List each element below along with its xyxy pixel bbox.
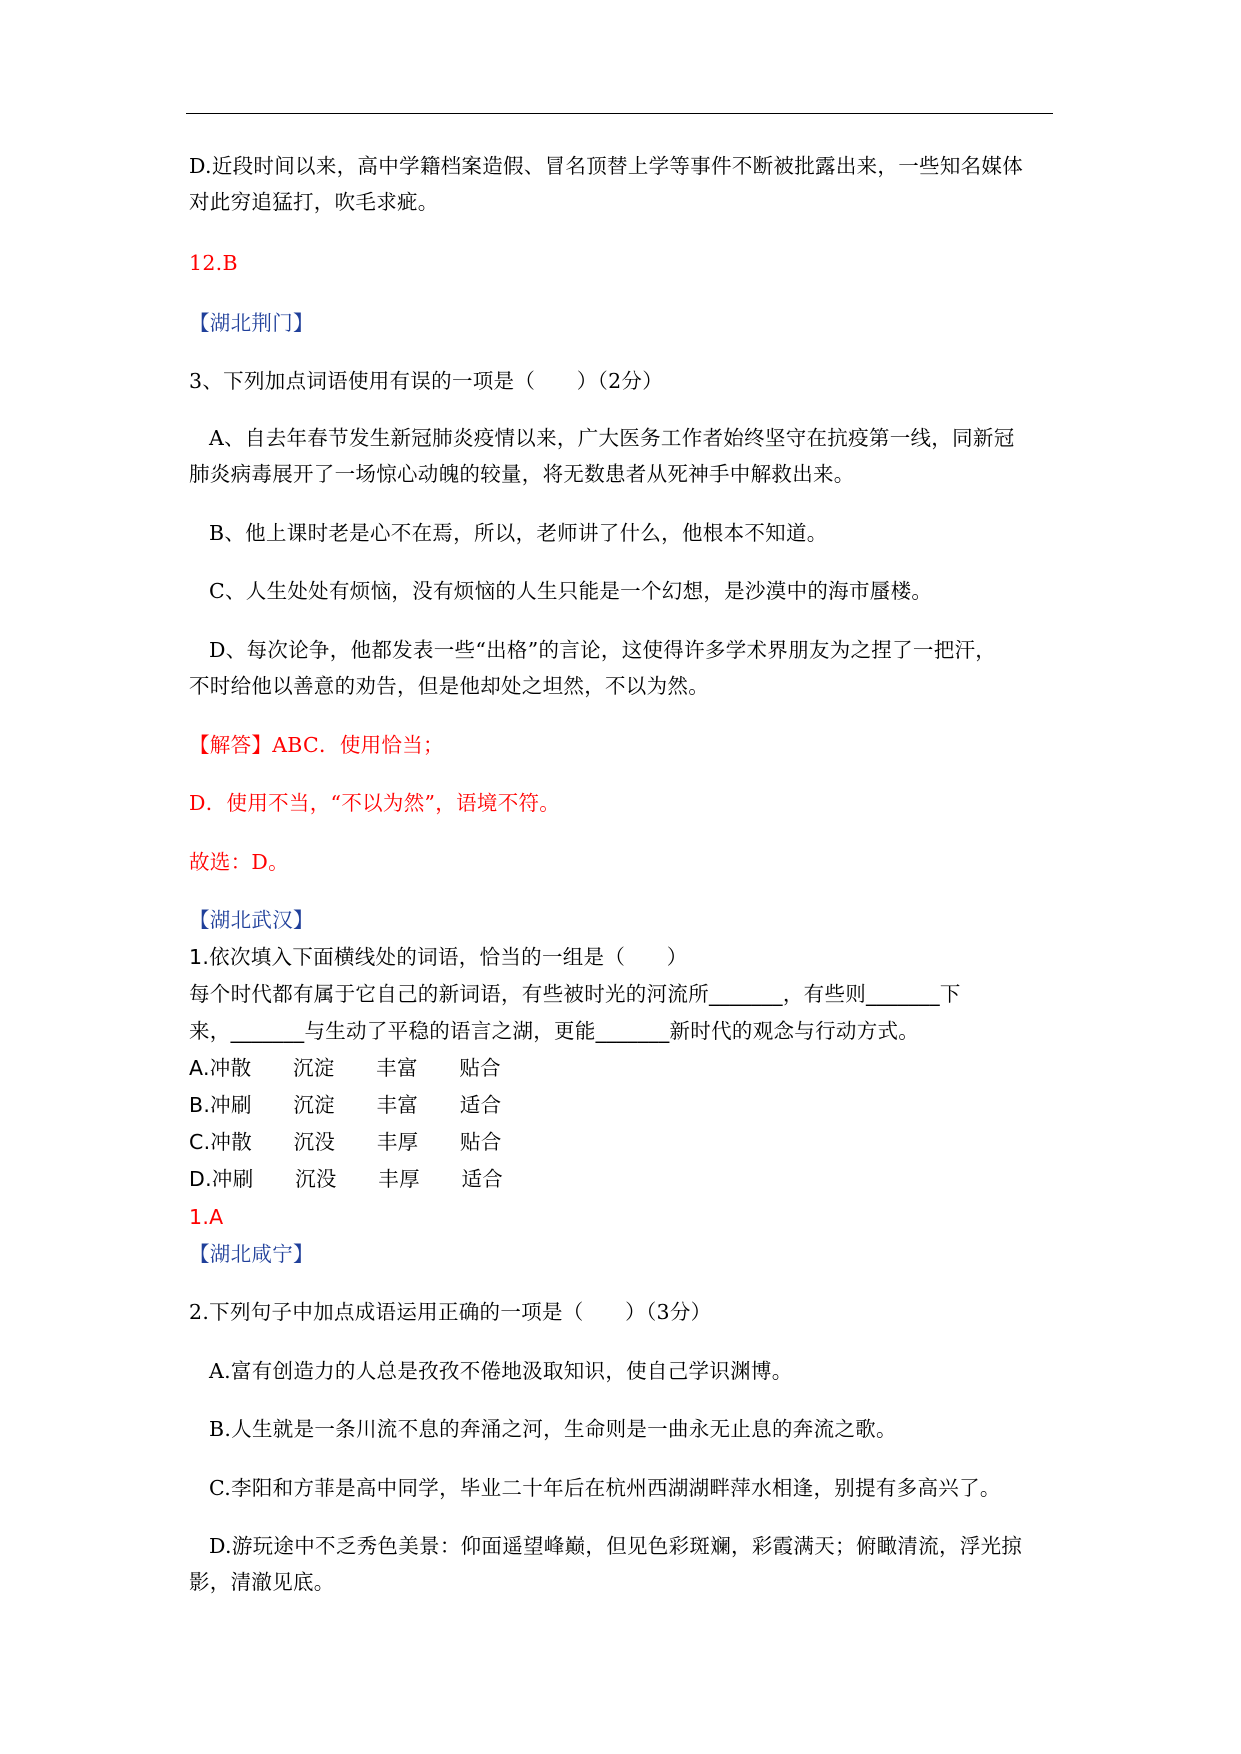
q2-option-b: B.人生就是一条川流不息的奔涌之河，生命则是一曲永无止息的奔流之歌。 xyxy=(209,1417,897,1441)
q3-option-c: C、人生处处有烦恼，没有烦恼的人生只能是一个幻想，是沙漠中的海市蜃楼。 xyxy=(209,579,933,603)
q2-option-d-line1: D.游玩途中不乏秀色美景：仰面遥望峰巅，但见色彩斑斓，彩霞满天；俯瞰清流，浮光掠 xyxy=(209,1534,1023,1558)
q3-option-d-line2: 不时给他以善意的劝告，但是他却处之坦然，不以为然。 xyxy=(189,674,709,698)
region-heading-jingmen: 【湖北荆门】 xyxy=(189,311,314,335)
q3-option-b: B、他上课时老是心不在焉，所以，老师讲了什么，他根本不知道。 xyxy=(209,521,828,545)
q1-option-d: D.冲刷 沉没 丰厚 适合 xyxy=(189,1167,504,1191)
q1-option-c: C.冲散 沉没 丰厚 贴合 xyxy=(189,1130,502,1154)
region-heading-xianning: 【湖北咸宁】 xyxy=(189,1242,314,1266)
q3-option-a-line1: A、自去年春节发生新冠肺炎疫情以来，广大医务工作者始终坚守在抗疫第一线，同新冠 xyxy=(209,426,1015,450)
q3-answer-line1: 【解答】ABC．使用恰当； xyxy=(189,733,444,757)
q2-option-a: A.富有创造力的人总是孜孜不倦地汲取知识，使自己学识渊博。 xyxy=(209,1359,793,1383)
q1-answer: 1.A xyxy=(189,1205,224,1229)
answer-12: 12.B xyxy=(189,251,238,275)
region-heading-wuhan: 【湖北武汉】 xyxy=(189,908,314,932)
q1-text-line1: 每个时代都有属于它自己的新词语，有些被时光的河流所_______，有些则_______下 xyxy=(189,982,961,1006)
q2-stem: 2.下列句子中加点成语运用正确的一项是（ ）（3分） xyxy=(189,1300,712,1324)
q1-option-b: B.冲刷 沉淀 丰富 适合 xyxy=(189,1093,502,1117)
q3-option-d-line1: D、每次论争，他都发表一些“出格”的言论，这使得许多学术界朋友为之捏了一把汗， xyxy=(209,638,997,662)
q11-option-d-line2: 对此穷追猛打，吹毛求疵。 xyxy=(189,190,439,214)
q1-stem: 1.依次填入下面横线处的词语，恰当的一组是（ ） xyxy=(189,945,688,969)
q2-option-d-line2: 影，清澈见底。 xyxy=(189,1570,335,1594)
q11-option-d-line1: D.近段时间以来，高中学籍档案造假、冒名顶替上学等事件不断被批露出来，一些知名媒体 xyxy=(189,154,1024,178)
q3-answer-line2: D．使用不当，“不以为然”，语境不符。 xyxy=(189,791,561,815)
q1-option-a: A.冲散 沉淀 丰富 贴合 xyxy=(189,1056,501,1080)
header-rule xyxy=(186,113,1053,114)
q1-text-line2: 来，_______与生动了平稳的语言之湖，更能_______新时代的观念与行动方式。 xyxy=(189,1019,920,1043)
q2-option-c: C.李阳和方菲是高中同学，毕业二十年后在杭州西湖湖畔萍水相逢，别提有多高兴了。 xyxy=(209,1476,1001,1500)
q3-stem: 3、下列加点词语使用有误的一项是（ ）（2分） xyxy=(189,369,664,393)
q3-answer-line3: 故选：D。 xyxy=(189,850,289,874)
q3-option-a-line2: 肺炎病毒展开了一场惊心动魄的较量，将无数患者从死神手中解救出来。 xyxy=(189,462,855,486)
